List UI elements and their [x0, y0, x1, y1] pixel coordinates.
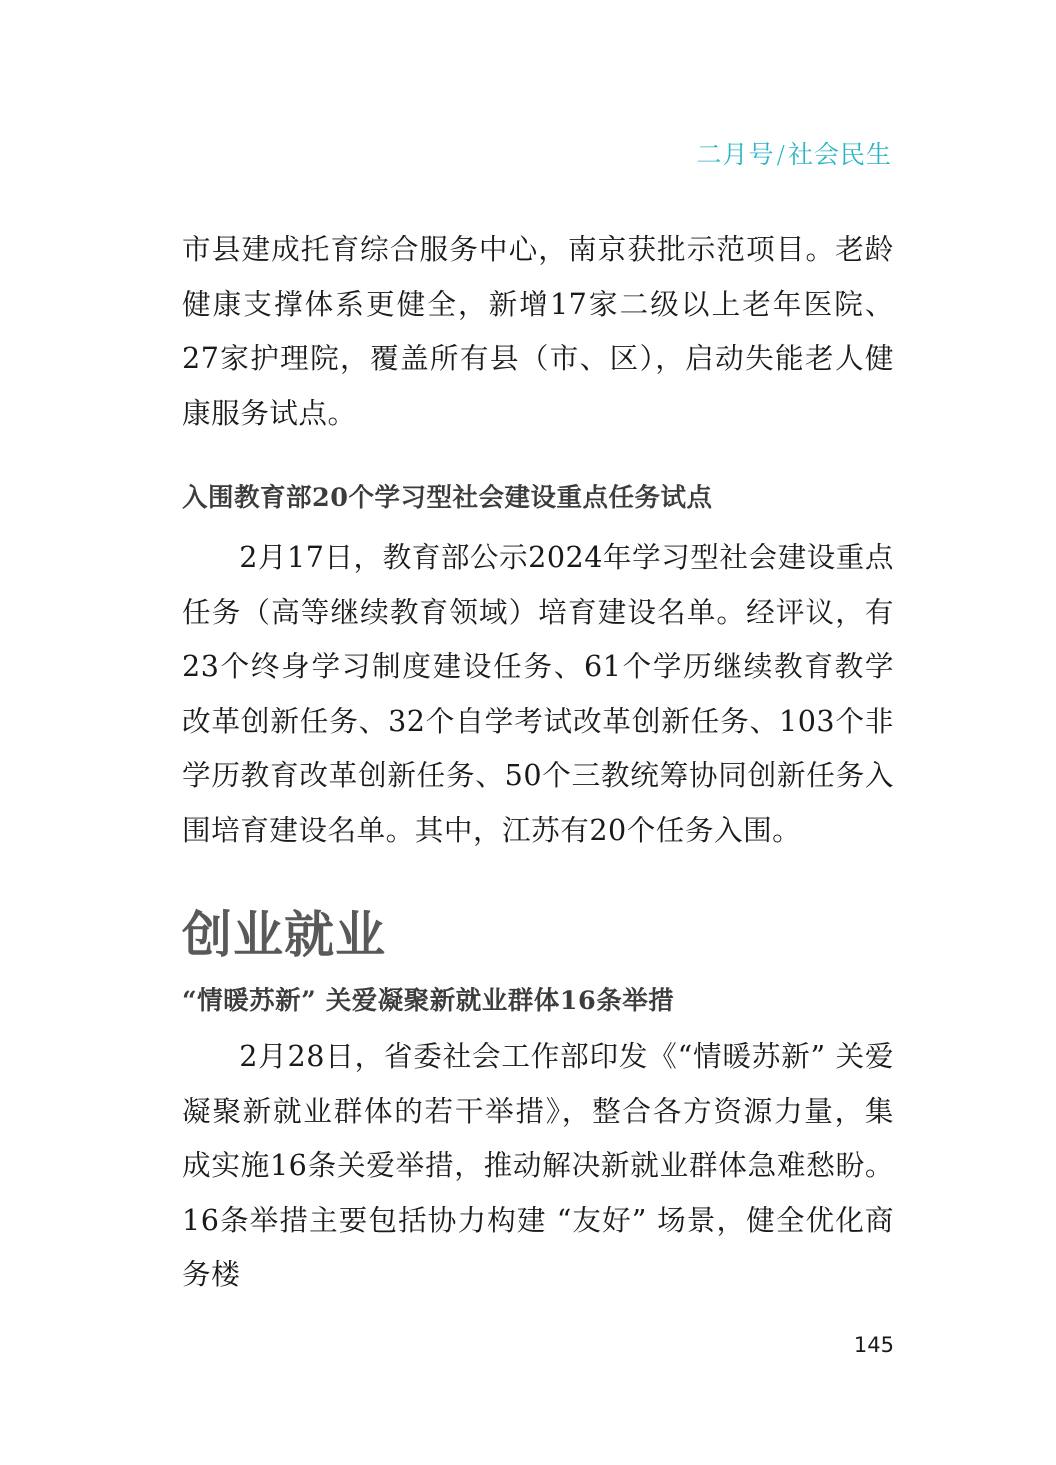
paragraph-new-employment: 2月28日，省委社会工作部印发《“情暖苏新” 关爱凝聚新就业群体的若干举措》，整合各方资源力量，集成实施16条关爱举措，推动解决新就业群体急难愁盼。16条举措主要包括协力构建 “友好” 场景，健全优化商务楼 — [182, 1039, 894, 1291]
subhead-learning-society: 入围教育部20个学习型社会建设重点任务试点 — [182, 483, 713, 513]
continuation-paragraph: 市县建成托育综合服务中心，南京获批示范项目。老龄健康支撑体系更健全，新增17家二级以上老年医院、27家护理院，覆盖所有县（市、区），启动失能老人健康服务试点。 — [182, 232, 894, 430]
paragraph-learning-society: 2月17日，教育部公示2024年学习型社会建设重点任务（高等继续教育领域）培育建设名单。经评议，有23个终身学习制度建设任务、61个学历继续教育教学改革创新任务、32个自学考试改革创新任务、103个非学历教育改革创新任务、50个三教统筹协同创新任务入围培育建设名单。其中，江苏有20个任务入围。 — [182, 540, 894, 847]
section-label: 社会民生 — [787, 140, 892, 169]
issue-label: 二月号 — [696, 140, 775, 169]
section-title-employment: 创业就业 — [182, 906, 386, 964]
running-header — [697, 135, 892, 171]
page-number: 145 — [853, 1333, 894, 1357]
main-content — [182, 222, 894, 1302]
header-separator: / — [776, 140, 786, 169]
subhead-new-employment: “情暖苏新” 关爱凝聚新就业群体16条举措 — [182, 986, 675, 1016]
